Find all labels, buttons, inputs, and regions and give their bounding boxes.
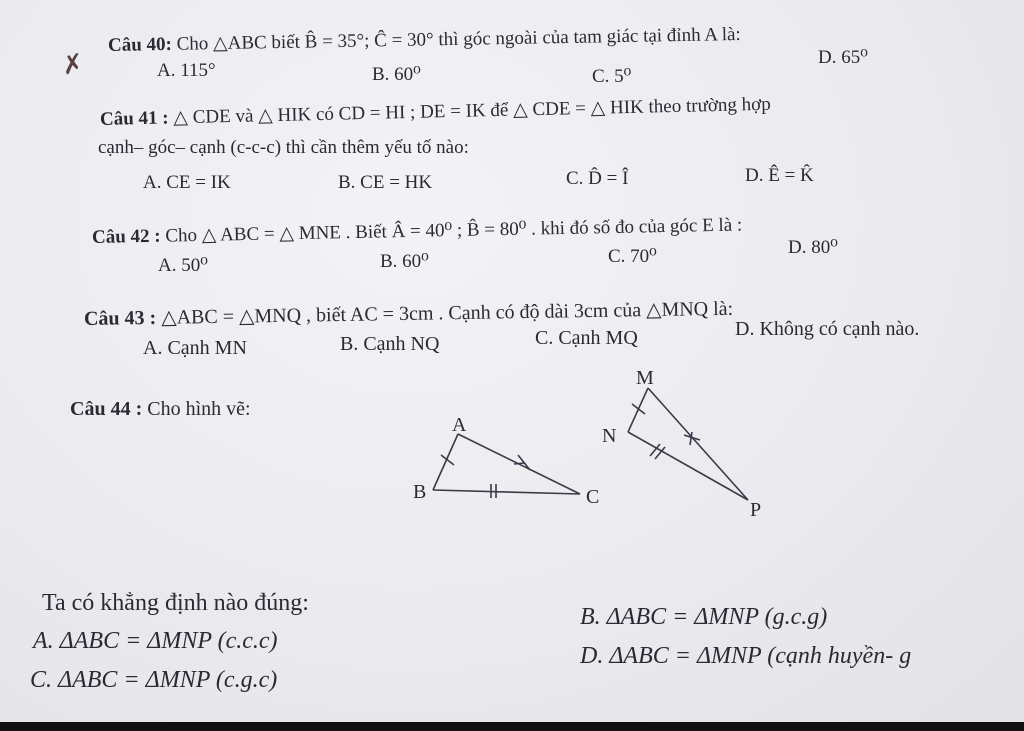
q44-option-d[interactable]: D. ΔABC = ΔMNP (cạnh huyền- g [580,643,912,669]
q41-option-d[interactable]: D. Ê = K̂ [745,165,814,186]
question-41-text-line1: △ CDE và △ HIK có CD = HI ; DE = IK để △ CDE = △ HIK theo trường hợp [173,93,771,129]
q44-option-b[interactable]: B. ΔABC = ΔMNP (g.c.g) [580,604,828,630]
label-b: B [413,481,427,503]
question-44-title: Câu 44 : [70,398,143,420]
side-ab [433,434,458,490]
question-44-prompt: Ta có khẳng định nào đúng: [42,590,309,616]
photo-bottom-edge [0,722,1024,731]
q40-option-b[interactable]: B. 60⁰ [372,64,421,85]
q43-option-c[interactable]: C. Cạnh MQ [535,327,638,349]
question-40-text: Cho △ABC biết B̂ = 35°; Ĉ = 30° thì góc ngoài của tam giác tại đỉnh A là: [176,23,741,55]
label-n: N [602,425,617,447]
label-a: A [452,414,467,436]
q42-option-a[interactable]: A. 50⁰ [158,255,208,276]
q40-option-a[interactable]: A. 115° [157,60,216,81]
tick-mp-2 [690,432,692,445]
q41-option-c[interactable]: C. D̂ = Î [566,168,629,189]
question-40-title: Câu 40: [107,33,173,56]
q40-option-c[interactable]: C. 5⁰ [592,66,632,87]
q44-option-a[interactable]: A. ΔABC = ΔMNP (c.c.c) [33,628,278,654]
side-bc [433,490,580,494]
q43-option-d[interactable]: D. Không có cạnh nào. [735,318,920,340]
label-c: C [586,486,600,508]
tick-mn [632,404,645,414]
q42-option-c[interactable]: C. 70⁰ [608,246,657,267]
question-42-title: Câu 42 : [91,225,161,248]
q41-option-b[interactable]: B. CE = HK [338,172,433,193]
q43-option-a[interactable]: A. Cạnh MN [143,337,247,359]
question-44-text: Cho hình vẽ: [147,398,251,420]
label-m: M [636,367,654,389]
question-41-text-line2: cạnh– góc– cạnh (c-c-c) thì cần thêm yếu tố nào: [98,137,469,158]
q42-option-b[interactable]: B. 60⁰ [380,251,429,272]
question-43-text: △ABC = △MNQ , biết AC = 3cm . Cạnh có độ dài 3cm của △MNQ là: [161,297,734,329]
side-np [628,432,748,500]
side-mp [648,388,748,500]
question-43-title: Câu 43 : [83,306,157,330]
q41-option-a[interactable]: A. CE = IK [143,172,231,193]
q44-option-c[interactable]: C. ΔABC = ΔMNP (c.g.c) [30,667,278,693]
q42-option-d[interactable]: D. 80⁰ [788,237,838,258]
q40-option-d[interactable]: D. 65⁰ [818,47,868,68]
handwritten-x-mark-icon: ✗ [59,48,87,82]
q43-option-b[interactable]: B. Cạnh NQ [340,333,440,355]
tick-ac-2 [514,463,524,464]
question-42-text: Cho △ ABC = △ MNE . Biết Â = 40⁰ ; B̂ = 80⁰ . khi đó số đo của góc E là : [165,214,743,247]
tick-ac-1 [518,455,530,470]
question-41-title: Câu 41 : [99,107,169,130]
side-mn [628,388,648,432]
label-p: P [750,499,762,521]
